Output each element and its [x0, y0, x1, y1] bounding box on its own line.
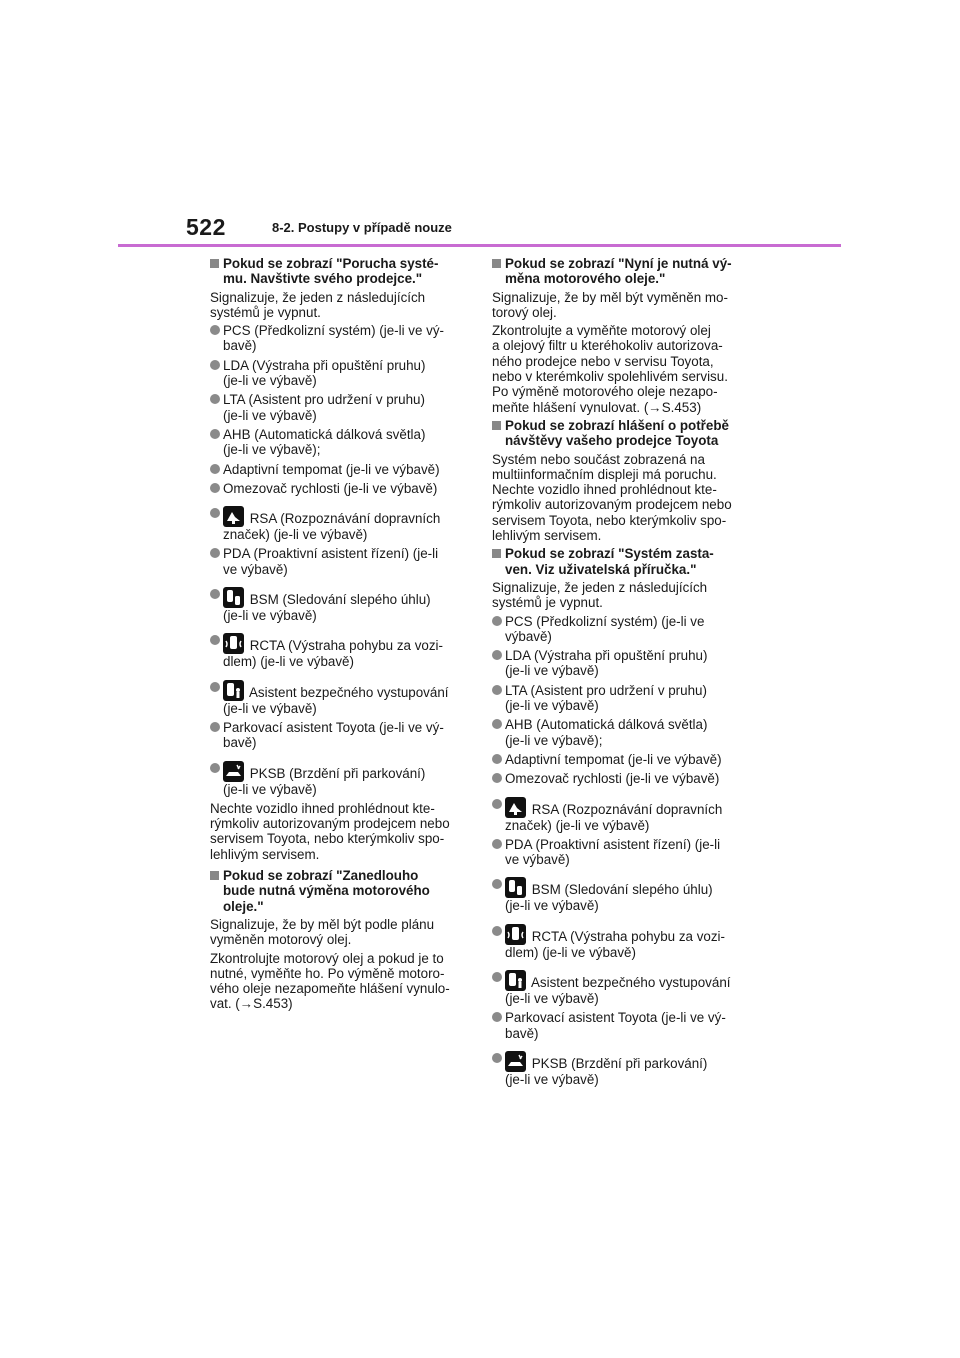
bullet-icon — [492, 719, 502, 729]
list-item-rsa: RSA (Rozpoznávání dopravních značek) (je-li ve výbavě) — [210, 506, 472, 542]
bullet-icon — [210, 429, 220, 439]
square-bullet-icon — [210, 259, 219, 268]
list-item-rcta: RCTA (Výstraha pohybu za vozi- dlem) (je-li ve výbavě) — [492, 924, 754, 960]
heading-oil-change-soon: Pokud se zobrazí "Zanedlouho bude nutná výměna motorového oleje." — [210, 868, 472, 914]
paragraph: Zkontrolujte motorový olej a pokud je to nutné, vyměňte ho. Po výměně motoro- vého oleje nezapomeňte hlášení vynulo- vat. (→S.453) — [210, 950, 450, 1012]
square-bullet-icon — [210, 871, 219, 880]
paragraph: Signalizuje, že by měl být podle plánu vyměněn motorový olej. — [210, 916, 435, 948]
square-bullet-icon — [492, 421, 501, 430]
list-item-pksb: PKSB (Brzdění při parkování) (je-li ve výbavě) — [210, 761, 472, 797]
list-item-lta: LTA (Asistent pro udržení v pruhu) (je-li ve výbavě) — [210, 392, 472, 423]
list-item-safe-exit: Asistent bezpečného vystupování (je-li ve výbavě) — [492, 970, 754, 1006]
list-item-parking-assist: Parkovací asistent Toyota (je-li ve vý- bavě) — [492, 1010, 754, 1041]
bullet-icon — [492, 685, 502, 695]
bullet-icon — [210, 722, 220, 732]
bullet-icon — [210, 508, 220, 518]
paragraph: Zkontrolujte a vyměňte motorový olej a olejový filtr u kteréhokoliv autorizova- ného prodejce nebo v servisu Toyota, nebo v kterémkoliv spolehlivém servisu. Po výměně motorového oleje nezapo- meňte hlášení vynulovat. (→S.453) — [492, 323, 728, 415]
bullet-icon — [492, 1012, 502, 1022]
list-item-pda: PDA (Proaktivní asistent řízení) (je-li ve výbavě) — [210, 546, 472, 577]
bullet-icon — [492, 754, 502, 764]
bullet-icon — [210, 483, 220, 493]
right-column — [492, 256, 754, 1091]
square-bullet-icon — [492, 259, 501, 268]
bullet-icon — [210, 589, 220, 599]
bullet-icon — [492, 972, 502, 982]
heading-visit-dealer: Pokud se zobrazí hlášení o potřebě návštěvy vašeho prodejce Toyota — [492, 418, 754, 449]
paragraph: Systém nebo součást zobrazená na multiinformačním displeji má poruchu. Nechte vozidlo ihned prohlédnout kte- rýmkoliv autorizovaným prodejcem nebo servisem Toyota, nebo kterýmkoliv spo- lehlivým servisem. — [492, 451, 732, 544]
paragraph: Nechte vozidlo ihned prohlédnout kte- rýmkoliv autorizovaným prodejcem nebo servisem Toyota, nebo kterýmkoliv spo- lehlivým servisem. — [210, 800, 450, 862]
list-item-pcs: PCS (Předkolizní systém) (je-li ve vý- bavě) — [210, 323, 472, 354]
blind-spot-icon — [223, 587, 244, 608]
bullet-icon — [210, 464, 220, 474]
parking-brake-icon — [505, 1051, 526, 1072]
bullet-icon — [210, 635, 220, 645]
bullet-icon — [210, 325, 220, 335]
list-item-lta: LTA (Asistent pro udržení v pruhu) (je-li ve výbavě) — [492, 683, 754, 714]
list-item-pcs: PCS (Předkolizní systém) (je-li ve výbavě) — [492, 614, 754, 645]
list-item-ahb: AHB (Automatická dálková světla) (je-li ve výbavě); — [210, 427, 472, 458]
left-column — [210, 256, 472, 1015]
bullet-icon — [492, 650, 502, 660]
list-item-ahb: AHB (Automatická dálková světla) (je-li ve výbavě); — [492, 717, 754, 748]
square-bullet-icon — [492, 549, 501, 558]
parking-brake-icon — [223, 761, 244, 782]
heading-system-stopped: Pokud se zobrazí "Systém zasta- ven. Viz uživatelská příručka." — [492, 546, 754, 577]
bullet-icon — [492, 773, 502, 783]
rear-cross-traffic-icon — [505, 924, 526, 945]
paragraph: Signalizuje, že by měl být vyměněn mo- torový olej. — [492, 289, 728, 320]
paragraph: Signalizuje, že jeden z následujících systémů je vypnut. — [210, 289, 426, 320]
bullet-icon — [210, 360, 220, 370]
list-item-speed-limiter: Omezovač rychlosti (je-li ve výbavě) — [492, 771, 754, 786]
paragraph: Signalizuje, že jeden z následujících systémů je vypnut. — [492, 579, 708, 611]
bullet-icon — [492, 926, 502, 936]
list-item-bsm: BSM (Sledování slepého úhlu) (je-li ve výbavě) — [210, 587, 472, 623]
rear-cross-traffic-icon — [223, 633, 244, 654]
heading-oil-change-now: Pokud se zobrazí "Nyní je nutná vý- měna motorového oleje." — [492, 256, 754, 287]
bullet-icon — [210, 394, 220, 404]
bullet-icon — [492, 799, 502, 809]
bullet-icon — [210, 763, 220, 773]
road-sign-icon — [223, 506, 244, 527]
bullet-icon — [492, 839, 502, 849]
list-item-speed-limiter: Omezovač rychlosti (je-li ve výbavě) — [210, 481, 472, 496]
safe-exit-icon — [505, 970, 526, 991]
bullet-icon — [492, 616, 502, 626]
bullet-icon — [492, 1053, 502, 1063]
bullet-icon — [492, 879, 502, 889]
list-item-pda: PDA (Proaktivní asistent řízení) (je-li ve výbavě) — [492, 837, 754, 868]
list-item-bsm: BSM (Sledování slepého úhlu) (je-li ve výbavě) — [492, 877, 754, 913]
bullet-icon — [210, 548, 220, 558]
header-rule — [118, 244, 841, 247]
heading-system-fault: Pokud se zobrazí "Porucha systé- mu. Navštivte svého prodejce." — [210, 256, 472, 287]
list-item-rsa: RSA (Rozpoznávání dopravních značek) (je-li ve výbavě) — [492, 797, 754, 833]
list-item-lda: LDA (Výstraha při opuštění pruhu) (je-li ve výbavě) — [492, 648, 754, 679]
bullet-icon — [210, 682, 220, 692]
list-item-pksb: PKSB (Brzdění při parkování) (je-li ve výbavě) — [492, 1051, 754, 1087]
list-item-parking-assist: Parkovací asistent Toyota (je-li ve vý- bavě) — [210, 720, 472, 751]
list-item-safe-exit: Asistent bezpečného vystupování (je-li ve výbavě) — [210, 680, 472, 716]
list-item-acc: Adaptivní tempomat (je-li ve výbavě) — [210, 462, 472, 477]
page-number: 522 — [186, 214, 226, 240]
list-item-rcta: RCTA (Výstraha pohybu za vozi- dlem) (je-li ve výbavě) — [210, 633, 472, 669]
road-sign-icon — [505, 797, 526, 818]
section-title: 8-2. Postupy v případě nouze — [272, 220, 452, 235]
list-item-acc: Adaptivní tempomat (je-li ve výbavě) — [492, 752, 754, 767]
list-item-lda: LDA (Výstraha při opuštění pruhu) (je-li ve výbavě) — [210, 358, 472, 389]
safe-exit-icon — [223, 680, 244, 701]
blind-spot-icon — [505, 877, 526, 898]
